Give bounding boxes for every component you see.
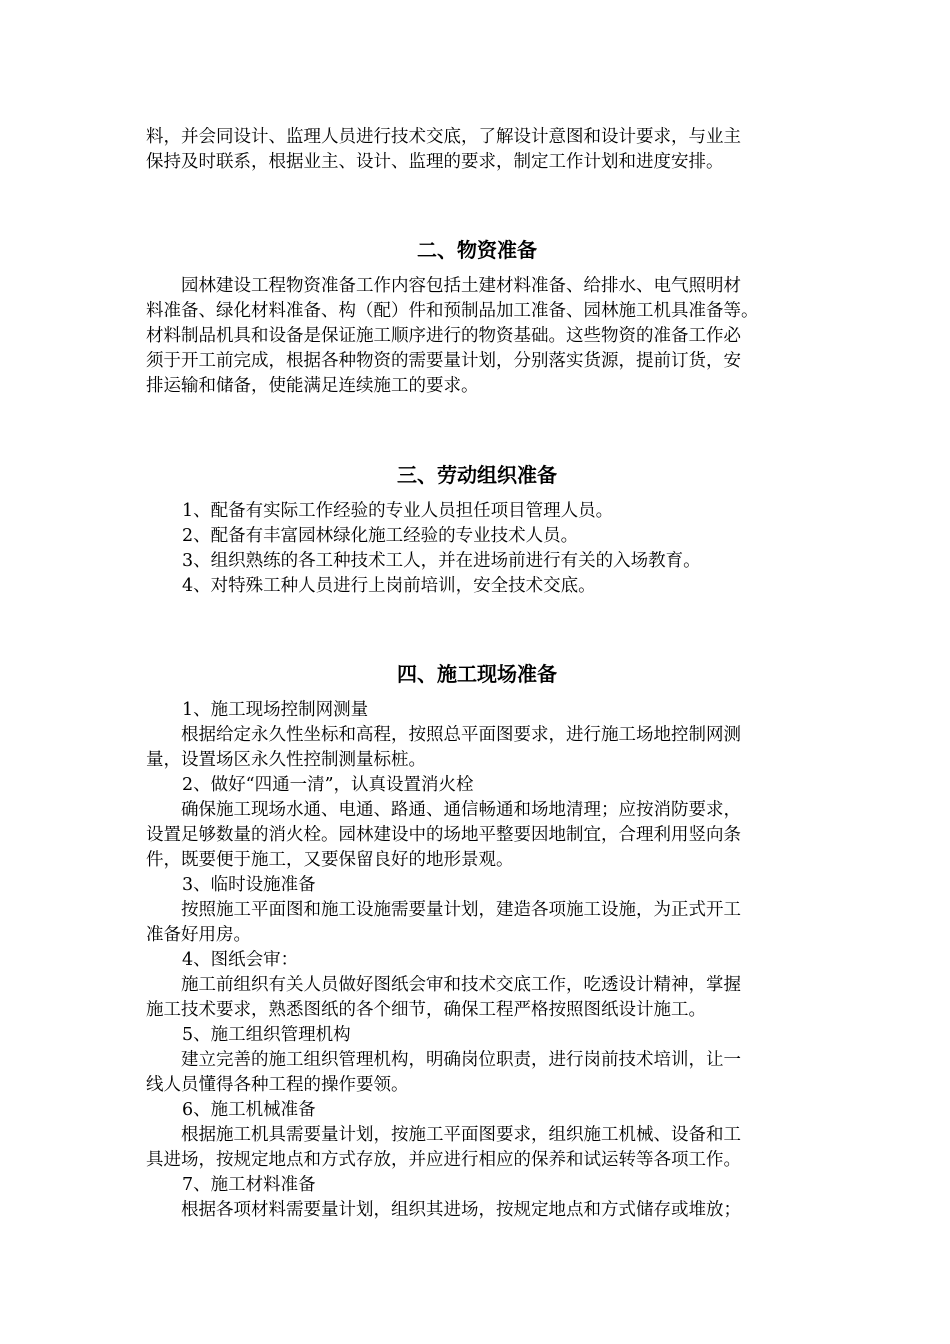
subsection-heading: 2、做好“四通一清”，认真设置消火栓: [182, 775, 474, 795]
paragraph-line: 准备好用房。: [146, 925, 251, 945]
paragraph-line: 按照施工平面图和施工设施需要量计划，建造各项施工设施，为正式开工: [181, 900, 741, 920]
paragraph-line: 料，并会同设计、监理人员进行技术交底，了解设计意图和设计要求，与业主: [146, 127, 741, 147]
list-item: 3、组织熟练的各工种技术工人，并在进场前进行有关的入场教育。: [182, 551, 701, 571]
list-item: 2、配备有丰富园林绿化施工经验的专业技术人员。: [182, 526, 579, 546]
paragraph-line: 量，设置场区永久性控制测量标桩。: [146, 750, 426, 770]
labor-list: [146, 499, 808, 599]
section-heading-labor: 三、劳动组织准备: [397, 463, 557, 487]
subsection-heading: 6、施工机械准备: [182, 1100, 316, 1120]
continuation-paragraph: [146, 125, 808, 175]
subsection-heading: 7、施工材料准备: [182, 1175, 316, 1195]
paragraph-line: 根据给定永久性坐标和高程，按照总平面图要求，进行施工场地控制网测: [181, 725, 741, 745]
paragraph-line: 施工技术要求，熟悉图纸的各个细节，确保工程严格按照图纸设计施工。: [146, 1000, 706, 1020]
paragraph-line: 根据各项材料需要量计划，组织其进场，按规定地点和方式储存或堆放；: [181, 1200, 741, 1220]
paragraph-line: 设置足够数量的消火栓。园林建设中的场地平整要因地制宜，合理利用竖向条: [146, 825, 741, 845]
paragraph-line: 保持及时联系，根据业主、设计、监理的要求，制定工作计划和进度安排。: [146, 152, 724, 172]
paragraph-line: 根据施工机具需要量计划，按施工平面图要求，组织施工机械、设备和工: [181, 1125, 741, 1145]
paragraph-line: 具进场，按规定地点和方式存放，并应进行相应的保养和试运转等各项工作。: [146, 1150, 741, 1170]
materials-paragraph: [146, 274, 808, 399]
paragraph-line: 建立完善的施工组织管理机构，明确岗位职责，进行岗前技术培训，让一: [181, 1050, 741, 1070]
subsection-heading: 4、图纸会审：: [182, 950, 299, 970]
paragraph-line: 施工前组织有关人员做好图纸会审和技术交底工作，吃透设计精神，掌握: [181, 975, 741, 995]
subsection-heading: 5、施工组织管理机构: [182, 1025, 351, 1045]
paragraph-line: 料准备、绿化材料准备、构（配）件和预制品加工准备、园林施工机具准备等。: [146, 301, 759, 321]
subsection-heading: 3、临时设施准备: [182, 875, 316, 895]
paragraph-line: 排运输和储备，使能满足连续施工的要求。: [146, 376, 479, 396]
paragraph-line: 材料制品机具和设备是保证施工顺序进行的物资基础。这些物资的准备工作必: [146, 326, 741, 346]
list-item: 1、配备有实际工作经验的专业人员担任项目管理人员。: [182, 501, 614, 521]
section-heading-site: 四、施工现场准备: [397, 662, 557, 686]
paragraph-line: 确保施工现场水通、电通、路通、通信畅通和场地清理；应按消防要求，: [181, 800, 741, 820]
paragraph-line: 园林建设工程物资准备工作内容包括土建材料准备、给排水、电气照明材: [181, 276, 741, 296]
paragraph-line: 须于开工前完成，根据各种物资的需要量计划，分别落实货源，提前订货，安: [146, 351, 741, 371]
list-item: 4、对特殊工种人员进行上岗前培训，安全技术交底。: [182, 576, 596, 596]
site-preparation-body: [146, 698, 808, 1223]
subsection-heading: 1、施工现场控制网测量: [182, 700, 369, 720]
paragraph-line: 件，既要便于施工，又要保留良好的地形景观。: [146, 850, 514, 870]
paragraph-line: 线人员懂得各种工程的操作要领。: [146, 1075, 409, 1095]
section-heading-materials: 二、物资准备: [417, 238, 537, 262]
